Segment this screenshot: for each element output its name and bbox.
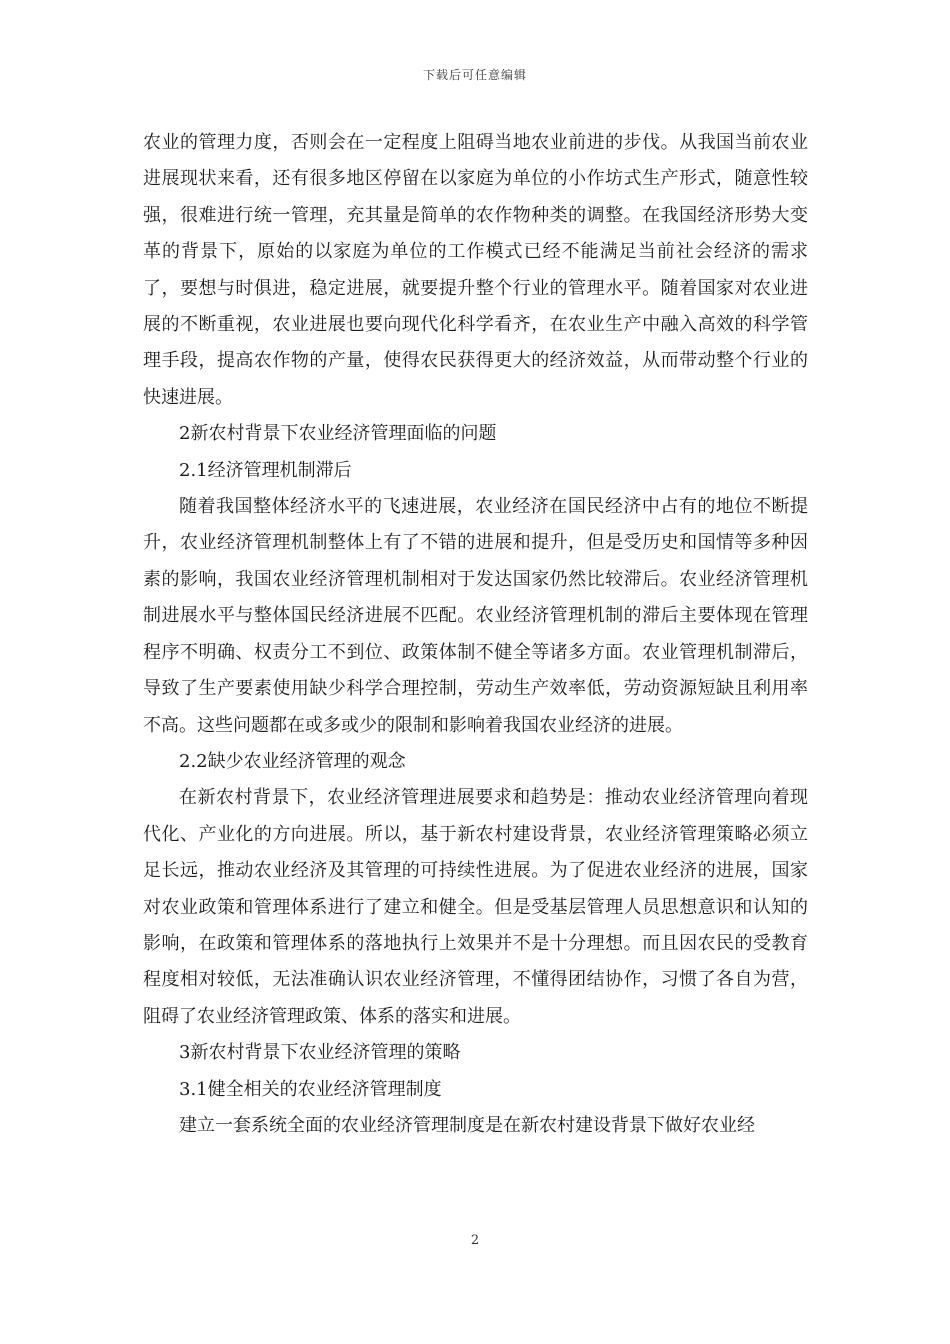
subsection-heading-2-1: 2.1经济管理机制滞后 xyxy=(179,459,352,481)
page-header: 下载后可任意编辑 xyxy=(422,68,527,82)
section-heading-3: 3新农村背景下农业经济管理的策略 xyxy=(179,1042,461,1064)
page-number: 2 xyxy=(470,1233,480,1248)
paragraph-2: 随着我国整体经济水平的飞速进展，农业经济在国民经济中占有的地位不断提升，农业经济管理机制整体上有了不错的进展和提升，但是受历史和国情等多种因素的影响，我国农业经济管理机制相对于发达国家仍然比较滞后。农业经济管理机制进展水平与整体国民经济进展不匹配。农业经济管理机制的滞后主要体现在管理程序不明确、权责分工不到位、政策体制不健全等诸多方面。农业管理机制滞后，导致了生产要素使用缺少科学合理控制，劳动生产效率低，劳动资源短缺且利用率不高。这些问题都在或多或少的限制和影响着我国农业经济的进展。 xyxy=(143,496,808,736)
paragraph-1: 农业的管理力度，否则会在一定程度上阻碍当地农业前进的步伐。从我国当前农业进展现状来看，还有很多地区停留在以家庭为单位的小作坊式生产形式，随意性较强，很难进行统一管理，充其量是简单的农作物种类的调整。在我国经济形势大变革的背景下，原始的以家庭为单位的工作模式已经不能满足当前社会经济的需求了，要想与时俱进，稳定进展，就要提升整个行业的管理水平。随着国家对农业进展的不断重视，农业进展也要向现代化科学看齐，在农业生产中融入高效的科学管理手段，提高农作物的产量，使得农民获得更大的经济效益，从而带动整个行业的快速进展。 xyxy=(143,132,808,408)
paragraph-4: 建立一套系统全面的农业经济管理制度是在新农村建设背景下做好农业经 xyxy=(179,1114,755,1136)
section-heading-2: 2新农村背景下农业经济管理面临的问题 xyxy=(179,423,497,445)
paragraph-3: 在新农村背景下，农业经济管理进展要求和趋势是：推动农业经济管理向着现代化、产业化的方向进展。所以，基于新农村建设背景，农业经济管理策略必须立足长远，推动农业经济及其管理的可持续性进展。为了促进农业经济的进展，国家对农业政策和管理体系进行了建立和健全。但是受基层管理人员思想意识和认知的影响，在政策和管理体系的落地执行上效果并不是十分理想。而且因农民的受教育程度相对较低，无法准确认识农业经济管理，不懂得团结协作，习惯了各自为营，阻碍了农业经济管理政策、体系的落实和进展。 xyxy=(143,787,808,1027)
document-body xyxy=(143,125,808,1144)
subsection-heading-2-2: 2.2缺少农业经济管理的观念 xyxy=(179,750,406,772)
subsection-heading-3-1: 3.1健全相关的农业经济管理制度 xyxy=(179,1078,442,1100)
